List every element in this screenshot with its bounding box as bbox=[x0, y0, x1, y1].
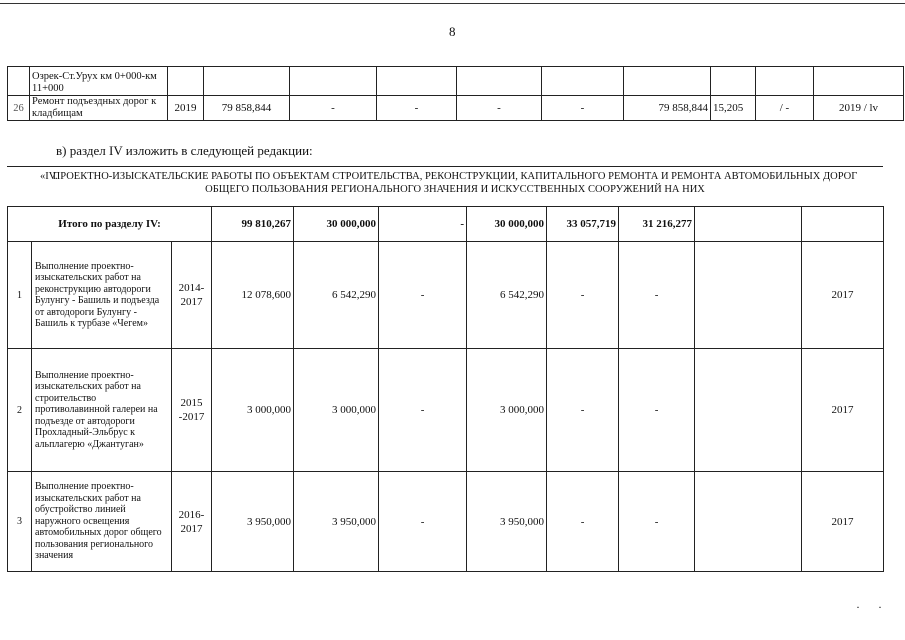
total-cell: 12 078,600 bbox=[212, 242, 294, 349]
section-title bbox=[35, 170, 875, 196]
empty-cell bbox=[695, 207, 802, 242]
value-cell: 3 950,000 bbox=[467, 472, 547, 572]
value-cell: - bbox=[619, 242, 695, 349]
total-cell: 3 950,000 bbox=[212, 472, 294, 572]
row-number: 3 bbox=[8, 472, 32, 572]
year-cell: 2017 bbox=[802, 242, 884, 349]
value-cell: 30 000,000 bbox=[294, 207, 379, 242]
year-cell bbox=[814, 67, 904, 96]
value-cell: - bbox=[619, 472, 695, 572]
total-cell: 79 858,844 bbox=[204, 96, 290, 121]
total-cell: 99 810,267 bbox=[212, 207, 294, 242]
value-cell: 31 216,277 bbox=[619, 207, 695, 242]
value-cell: / - bbox=[756, 96, 814, 121]
scan-marks: ·· bbox=[856, 600, 900, 614]
empty-cell bbox=[695, 242, 802, 349]
period-cell: 2016-2017 bbox=[172, 472, 212, 572]
total-cell: 3 000,000 bbox=[212, 349, 294, 472]
value-cell: 33 057,719 bbox=[547, 207, 619, 242]
period-cell: 2019 bbox=[168, 96, 204, 121]
value-cell bbox=[542, 67, 624, 96]
value-cell: 15,205 bbox=[711, 96, 756, 121]
empty-cell bbox=[695, 472, 802, 572]
value-cell: - bbox=[377, 96, 457, 121]
total-label: Итого по разделу IV: bbox=[8, 207, 212, 242]
value-cell: - bbox=[379, 242, 467, 349]
section-title-text: ПРОЕКТНО-ИЗЫСКАТЕЛЬСКИЕ РАБОТЫ ПО ОБЪЕКТАМ СТРОИТЕЛЬСТВА, РЕКОНСТРУКЦИИ, КАПИТАЛЬНОГО РЕМОНТА И РЕМОНТА АВТОМОБИЛЬНЫХ ДОРОГ ОБЩЕГО ПОЛЬЗОВАНИЯ РЕГИОНАЛЬНОГО ЗНАЧЕНИЯ И ИСКУССТВЕННЫХ СООРУЖЕНИЙ НА НИХ bbox=[52, 171, 858, 195]
table-row bbox=[8, 242, 884, 349]
row-number: 2 bbox=[8, 349, 32, 472]
table-row bbox=[8, 67, 904, 96]
continuation-table bbox=[7, 66, 904, 121]
empty-cell bbox=[695, 349, 802, 472]
value-cell: - bbox=[379, 349, 467, 472]
value-cell: - bbox=[619, 349, 695, 472]
value-cell bbox=[711, 67, 756, 96]
value-cell: 30 000,000 bbox=[467, 207, 547, 242]
value-cell bbox=[457, 67, 542, 96]
value-cell: - bbox=[547, 242, 619, 349]
page-number: 8 bbox=[449, 24, 456, 39]
value-cell bbox=[290, 67, 377, 96]
row-number bbox=[8, 67, 30, 96]
section-roman-numeral: «IV. bbox=[40, 171, 58, 182]
value-cell: - bbox=[290, 96, 377, 121]
value-cell bbox=[377, 67, 457, 96]
table-row bbox=[8, 349, 884, 472]
section-iv-table bbox=[7, 206, 884, 572]
year-cell: 2017 bbox=[802, 349, 884, 472]
period-cell: 2014-2017 bbox=[172, 242, 212, 349]
year-cell: 2019 / lv bbox=[814, 96, 904, 121]
year-cell: 2017 bbox=[802, 472, 884, 572]
value-cell: 3 000,000 bbox=[294, 349, 379, 472]
object-name: Озрек-Ст.Урух км 0+000-км 11+000 bbox=[30, 67, 168, 96]
total-row bbox=[8, 207, 884, 242]
row-number: 26 bbox=[8, 96, 30, 121]
object-name: Выполнение проектно-изыскательских работ на обустройство линией наружного освещения автомобильных дорог общего пользования регионального значения bbox=[32, 472, 172, 572]
object-name: Выполнение проектно-изыскательских работ на реконструкцию автодороги Булунгу - Башиль и подъезда от автодороги Булунгу - Башиль к турбазе «Чегем» bbox=[32, 242, 172, 349]
value-cell: 6 542,290 bbox=[467, 242, 547, 349]
empty-cell bbox=[802, 207, 884, 242]
page-top-border bbox=[0, 3, 905, 4]
table-row bbox=[8, 472, 884, 572]
value-cell: 3 950,000 bbox=[294, 472, 379, 572]
instruction-text: в) раздел IV изложить в следующей редакции: bbox=[56, 143, 313, 158]
value-cell: 6 542,290 bbox=[294, 242, 379, 349]
value-cell bbox=[756, 67, 814, 96]
object-name: Выполнение проектно-изыскательских работ на строительство противолавинной галереи на подъезде от автодороги Прохладный-Эльбрус к альплагерю «Джантуган» bbox=[32, 349, 172, 472]
value-cell: - bbox=[379, 207, 467, 242]
value-cell: - bbox=[542, 96, 624, 121]
row-number: 1 bbox=[8, 242, 32, 349]
table-row bbox=[8, 96, 904, 121]
total-cell bbox=[204, 67, 290, 96]
value-cell: - bbox=[547, 349, 619, 472]
value-cell: 3 000,000 bbox=[467, 349, 547, 472]
value-cell: - bbox=[457, 96, 542, 121]
value-cell: 79 858,844 bbox=[624, 96, 711, 121]
value-cell: - bbox=[379, 472, 467, 572]
period-cell: 2015 -2017 bbox=[172, 349, 212, 472]
value-cell: - bbox=[547, 472, 619, 572]
value-cell bbox=[624, 67, 711, 96]
object-name: Ремонт подъездных дорог к кладбищам bbox=[30, 96, 168, 121]
period-cell bbox=[168, 67, 204, 96]
